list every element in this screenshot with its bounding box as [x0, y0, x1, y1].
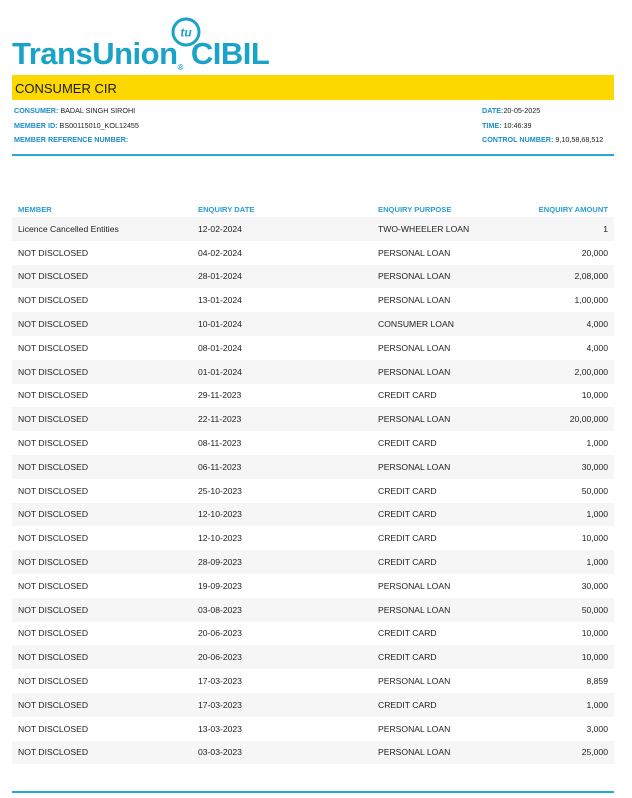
cell-member: NOT DISCLOSED — [18, 533, 89, 544]
cell-enquiry-purpose: CREDIT CARD — [378, 438, 437, 449]
cell-member: NOT DISCLOSED — [18, 747, 89, 758]
cell-enquiry-amount: 10,000 — [581, 628, 608, 639]
date-info — [482, 106, 540, 115]
cell-enquiry-amount: 4,000 — [586, 342, 608, 353]
table-row — [12, 479, 614, 503]
table-row — [12, 669, 614, 693]
cell-enquiry-date: 01-01-2024 — [198, 366, 242, 377]
control-number-label: CONTROL NUMBER: — [482, 135, 554, 144]
cell-enquiry-amount: 20,000 — [581, 247, 608, 258]
cell-member: NOT DISCLOSED — [18, 676, 89, 687]
header-divider — [12, 154, 614, 156]
table-row — [12, 455, 614, 479]
cell-enquiry-amount: 2,00,000 — [574, 366, 608, 377]
cell-member: NOT DISCLOSED — [18, 628, 89, 639]
table-row — [12, 693, 614, 717]
tu-badge-icon — [170, 16, 202, 48]
cell-enquiry-amount: 1 — [603, 223, 608, 234]
brand-name: TransUnion — [12, 36, 178, 71]
cell-enquiry-date: 08-01-2024 — [198, 342, 242, 353]
cell-enquiry-purpose: PERSONAL LOAN — [378, 461, 451, 472]
footer-divider — [12, 791, 614, 793]
consumer-info — [14, 106, 135, 115]
cell-enquiry-amount: 20,00,000 — [569, 414, 608, 425]
cell-enquiry-amount: 1,000 — [586, 509, 608, 520]
cell-enquiry-purpose: PERSONAL LOAN — [378, 580, 451, 591]
table-row — [12, 336, 614, 360]
control-number-value: 9,10,58,68,512 — [555, 135, 604, 144]
cell-member: NOT DISCLOSED — [18, 414, 89, 425]
brand-mark: tu — [180, 25, 192, 40]
cell-enquiry-purpose: PERSONAL LOAN — [378, 342, 451, 353]
cell-enquiry-amount: 30,000 — [581, 580, 608, 591]
cell-enquiry-date: 03-08-2023 — [198, 604, 242, 615]
cell-enquiry-date: 10-01-2024 — [198, 319, 242, 330]
table-row — [12, 241, 614, 265]
table-row — [12, 550, 614, 574]
cell-enquiry-purpose: CREDIT CARD — [378, 652, 437, 663]
time-value: 10:46:39 — [503, 121, 532, 130]
table-row — [12, 622, 614, 646]
cell-enquiry-amount: 2,08,000 — [574, 271, 608, 282]
cell-enquiry-purpose: PERSONAL LOAN — [378, 676, 451, 687]
cell-enquiry-purpose: CREDIT CARD — [378, 699, 437, 710]
cell-enquiry-purpose: CREDIT CARD — [378, 390, 437, 401]
cell-enquiry-date: 04-02-2024 — [198, 247, 242, 258]
cell-enquiry-date: 12-02-2024 — [198, 223, 242, 234]
cell-member: NOT DISCLOSED — [18, 699, 89, 710]
cell-member: NOT DISCLOSED — [18, 652, 89, 663]
cell-enquiry-date: 20-06-2023 — [198, 628, 242, 639]
cell-enquiry-amount: 1,00,000 — [574, 295, 608, 306]
transunion-cibil-logo: TransUnion® CIBIL tu — [12, 14, 302, 70]
cell-enquiry-amount: 50,000 — [581, 485, 608, 496]
date-value: 20-05-2025 — [503, 106, 541, 115]
cell-member: NOT DISCLOSED — [18, 580, 89, 591]
cell-enquiry-purpose: CREDIT CARD — [378, 533, 437, 544]
cell-enquiry-date: 03-03-2023 — [198, 747, 242, 758]
table-row — [12, 288, 614, 312]
cell-enquiry-purpose: PERSONAL LOAN — [378, 723, 451, 734]
cell-enquiry-amount: 4,000 — [586, 319, 608, 330]
cell-member: NOT DISCLOSED — [18, 604, 89, 615]
cell-member: NOT DISCLOSED — [18, 390, 89, 401]
table-row — [12, 431, 614, 455]
member-id-info — [14, 121, 139, 130]
column-header-enquiry-date: ENQUIRY DATE — [198, 204, 255, 214]
member-reference-label: MEMBER REFERENCE NUMBER: — [14, 135, 129, 144]
table-row — [12, 645, 614, 669]
cell-member: NOT DISCLOSED — [18, 509, 89, 520]
cell-enquiry-purpose: PERSONAL LOAN — [378, 271, 451, 282]
cell-member: NOT DISCLOSED — [18, 366, 89, 377]
date-label: DATE: — [482, 106, 504, 115]
cell-enquiry-amount: 25,000 — [581, 747, 608, 758]
table-row — [12, 360, 614, 384]
cell-member: NOT DISCLOSED — [18, 319, 89, 330]
table-row — [12, 312, 614, 336]
product-name: CIBIL — [190, 36, 270, 71]
cell-enquiry-amount: 1,000 — [586, 557, 608, 568]
table-header-row — [12, 201, 614, 217]
table-row — [12, 526, 614, 550]
cell-member: Licence Cancelled Entities — [18, 223, 119, 234]
cell-enquiry-purpose: PERSONAL LOAN — [378, 604, 451, 615]
cell-enquiry-purpose: PERSONAL LOAN — [378, 747, 451, 758]
cell-member: NOT DISCLOSED — [18, 247, 89, 258]
cell-enquiry-date: 20-06-2023 — [198, 652, 242, 663]
cell-member: NOT DISCLOSED — [18, 461, 89, 472]
time-label: TIME: — [482, 121, 502, 130]
control-number-info — [482, 135, 603, 144]
time-info — [482, 121, 532, 130]
cell-enquiry-amount: 50,000 — [581, 604, 608, 615]
column-header-member: MEMBER — [18, 204, 52, 214]
cell-enquiry-purpose: PERSONAL LOAN — [378, 414, 451, 425]
table-row — [12, 384, 614, 408]
cell-enquiry-date: 28-01-2024 — [198, 271, 242, 282]
cell-enquiry-amount: 30,000 — [581, 461, 608, 472]
table-row — [12, 598, 614, 622]
table-row — [12, 503, 614, 527]
report-title: CONSUMER CIR — [15, 81, 117, 96]
cell-enquiry-date: 06-11-2023 — [198, 461, 242, 472]
table-row — [12, 407, 614, 431]
cell-enquiry-date: 17-03-2023 — [198, 699, 242, 710]
cell-enquiry-date: 19-09-2023 — [198, 580, 242, 591]
cell-enquiry-amount: 8,859 — [586, 676, 608, 687]
cell-enquiry-purpose: PERSONAL LOAN — [378, 247, 451, 258]
cell-enquiry-date: 25-10-2023 — [198, 485, 242, 496]
enquiry-table — [12, 201, 614, 764]
column-header-enquiry-purpose: ENQUIRY PURPOSE — [378, 204, 452, 214]
table-row — [12, 574, 614, 598]
table-row — [12, 717, 614, 741]
cell-enquiry-amount: 10,000 — [581, 390, 608, 401]
cell-enquiry-amount: 1,000 — [586, 699, 608, 710]
cell-enquiry-date: 08-11-2023 — [198, 438, 242, 449]
cell-enquiry-amount: 10,000 — [581, 533, 608, 544]
consumer-label: CONSUMER: — [14, 106, 59, 115]
table-row — [12, 265, 614, 289]
cell-enquiry-date: 29-11-2023 — [198, 390, 242, 401]
column-header-enquiry-amount: ENQUIRY AMOUNT — [538, 204, 608, 214]
cell-enquiry-date: 12-10-2023 — [198, 509, 242, 520]
cell-enquiry-purpose: CREDIT CARD — [378, 509, 437, 520]
table-row — [12, 741, 614, 765]
cell-enquiry-purpose: CREDIT CARD — [378, 557, 437, 568]
cell-member: NOT DISCLOSED — [18, 723, 89, 734]
cell-enquiry-date: 13-01-2024 — [198, 295, 242, 306]
member-id-label: MEMBER ID: — [14, 121, 58, 130]
cell-enquiry-purpose: CONSUMER LOAN — [378, 319, 454, 330]
cell-enquiry-amount: 10,000 — [581, 652, 608, 663]
cell-enquiry-date: 17-03-2023 — [198, 676, 242, 687]
cell-enquiry-date: 13-03-2023 — [198, 723, 242, 734]
cell-enquiry-amount: 3,000 — [586, 723, 608, 734]
cell-member: NOT DISCLOSED — [18, 438, 89, 449]
member-reference-info — [14, 135, 128, 144]
cell-member: NOT DISCLOSED — [18, 342, 89, 353]
report-title-banner — [12, 75, 614, 100]
cell-member: NOT DISCLOSED — [18, 557, 89, 568]
table-row — [12, 217, 614, 241]
cell-enquiry-purpose: PERSONAL LOAN — [378, 295, 451, 306]
cell-member: NOT DISCLOSED — [18, 271, 89, 282]
cell-member: NOT DISCLOSED — [18, 295, 89, 306]
cell-enquiry-date: 28-09-2023 — [198, 557, 242, 568]
cell-enquiry-purpose: CREDIT CARD — [378, 628, 437, 639]
cell-enquiry-date: 22-11-2023 — [198, 414, 242, 425]
cell-enquiry-date: 12-10-2023 — [198, 533, 242, 544]
cell-enquiry-purpose: TWO-WHEELER LOAN — [378, 223, 470, 234]
consumer-value: BADAL SINGH SIROHI — [60, 106, 136, 115]
member-id-value: BS00115010_KOL12455 — [59, 121, 139, 130]
cell-enquiry-purpose: PERSONAL LOAN — [378, 366, 451, 377]
cell-member: NOT DISCLOSED — [18, 485, 89, 496]
cell-enquiry-purpose: CREDIT CARD — [378, 485, 437, 496]
cell-enquiry-amount: 1,000 — [586, 438, 608, 449]
